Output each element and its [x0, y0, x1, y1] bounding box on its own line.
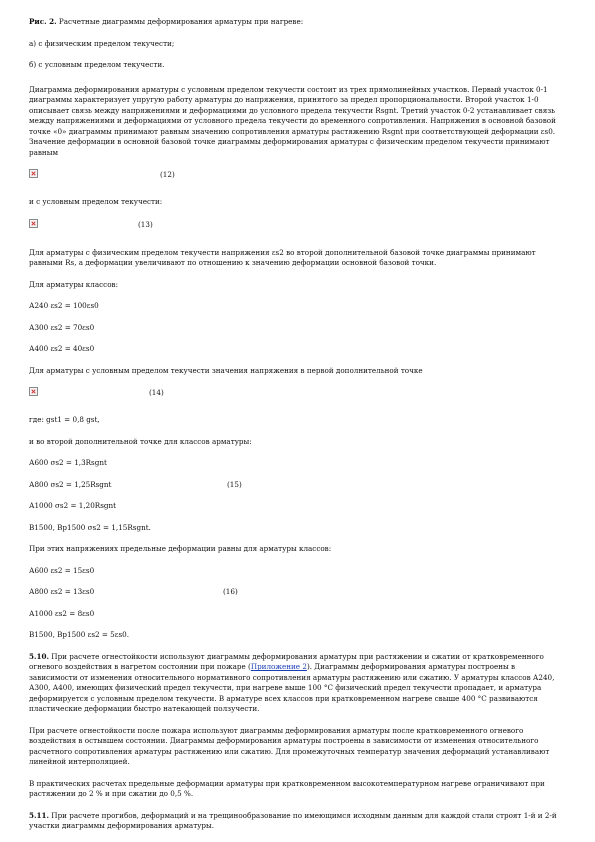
list2-item-with-equation	[29, 480, 559, 491]
section-number: 5.11.	[29, 810, 50, 820]
section-text: При расчете огнестойкости используют диаграммы деформирования арматуры при растяжении и сжатии от кратковременного огневого воздействия в нагретом состоянии при пожаре (	[29, 651, 544, 671]
formula-12	[29, 169, 559, 187]
list1-item: А400 εs2 = 40εs0	[29, 344, 95, 353]
broken-image-icon	[29, 169, 38, 178]
broken-image-icon	[29, 219, 38, 228]
list3-item: А600 εs2 = 15εs0	[29, 565, 95, 575]
item-a: а) с физическим пределом текучести;	[29, 38, 175, 48]
figure-label: Рис. 2.	[29, 17, 57, 26]
classes-label: Для арматуры классов:	[29, 279, 118, 289]
section-number: 5.10.	[29, 651, 50, 661]
figure-caption	[29, 17, 559, 28]
appendix-link[interactable]: Приложение 2	[250, 662, 307, 671]
section-text: При расчете прогибов, деформаций и на трещинообразование по имеющимся исходным данным для каждой стали строят 1-й и 2-й участки диаграммы деформирования арматуры.	[29, 810, 557, 830]
section-text: ). Диаграммы деформирования арматуры построены в зависимости от изменения относительного нормативного сопротивления арматуры растяжению или сжатию. У арматуры классов А240, А300, А400, имеющих физический предел текучести, при нагреве выше 100 °С физический предел текучести пропадает, и арматура деформируется с условным пределом текучести. В арматуре всех классов при кратковременном нагреве свыше 400 °С развиваются пластические деформации быстро натекающей ползучести.	[29, 662, 555, 713]
equation-number: (14)	[149, 388, 164, 397]
equation-number: (15)	[227, 479, 242, 489]
paragraph-first-point: Для арматуры с условным пределом текучести значения напряжения в первой дополнительной точке	[29, 365, 423, 375]
item-b: б) с условным пределом текучести.	[29, 60, 165, 69]
equation-number: (16)	[223, 587, 238, 596]
second-point-label: и во второй дополнительной точке для классов арматуры:	[29, 436, 252, 446]
document-page	[29, 17, 559, 832]
list2-item: В1500, Вр1500 σs2 = 1,15Rsgnt.	[29, 522, 151, 532]
limit-deformation-label: При этих напряжениях предельные деформации равны для арматуры классов:	[29, 544, 332, 553]
list2-item: А600 σs2 = 1,3Rsgnt	[29, 458, 107, 467]
where-label: где: gst1 = 0,8 gst,	[29, 415, 100, 424]
list1-item: А240 εs2 = 100εs0	[29, 301, 99, 310]
list3-item: А1000 εs2 = 8εs0	[29, 608, 95, 618]
paragraph-practical-limits: В практических расчетах предельные деформации арматуры при кратковременном высокотемпературном нагреве ограничивают при растяжении до 2 % и при сжатии до 0,5 %.	[29, 778, 545, 798]
equation-number: (12)	[160, 170, 175, 179]
equation-number: (13)	[138, 219, 153, 229]
figure-caption-text: Расчетные диаграммы деформирования арматуры при нагреве:	[56, 17, 304, 26]
paragraph-after-fire: При расчете огнестойкости после пожара используют диаграммы деформирования арматуры после кратковременного огневого воздействия в остывшем состоянии. Диаграммы деформирования арматуры построены в зависимости от изменения относительного расчетного сопротивления арматуры растяжению или сжатию. Для промежуточных температур значения деформаций устанавливают линейной интерполяцией.	[29, 725, 550, 766]
paragraph-diagram-description: Диаграмма деформирования арматуры с условным пределом текучести состоит из трех прямолинейных участков. Первый участок 0-1 диаграммы характеризует упругую работу арматуры до напряжения, принятого за предел пропорциональности. Второй участок 1-0 описывает связь между напряжениями и деформациями до условного предела текучести Rsgnt. Третий участок 0-2 устанавливает связь между напряжениями и деформациями от условного предела текучести до временного сопротивления. Напряжения в основной базовой точке «0» диаграммы принимают равным значению сопротивления арматуры растяжению Rsgnt при соответствующей деформации εs0. Значение деформации в основной базовой точке диаграммы деформирования арматуры с физическим пределом текучести принимают равным	[29, 84, 556, 157]
broken-image-icon	[29, 387, 38, 396]
list2-item-text: А800 σs2 = 1,25Rsgnt	[29, 479, 112, 489]
list3-item-text: А800 εs2 = 13εs0	[29, 587, 95, 596]
section-5-10	[29, 652, 559, 715]
section-5-11	[29, 811, 559, 832]
paragraph-second-point: Для арматуры с физическим пределом текучести напряжения εs2 во второй дополнительной базовой точке диаграммы принимают равными Rs, а деформации увеличивают по отношению к значению деформации основной базовой точки.	[29, 247, 536, 267]
list3-item: В1500, Вр1500 εs2 = 5εs0.	[29, 630, 130, 639]
list1-item: А300 εs2 = 70εs0	[29, 322, 95, 332]
formula-13	[29, 219, 559, 237]
formula-14	[29, 387, 559, 405]
conditional-yield-label: и с условным пределом текучести:	[29, 197, 163, 206]
list3-item-with-equation	[29, 587, 559, 598]
list2-item: А1000 σs2 = 1,20Rsgnt	[29, 501, 117, 510]
